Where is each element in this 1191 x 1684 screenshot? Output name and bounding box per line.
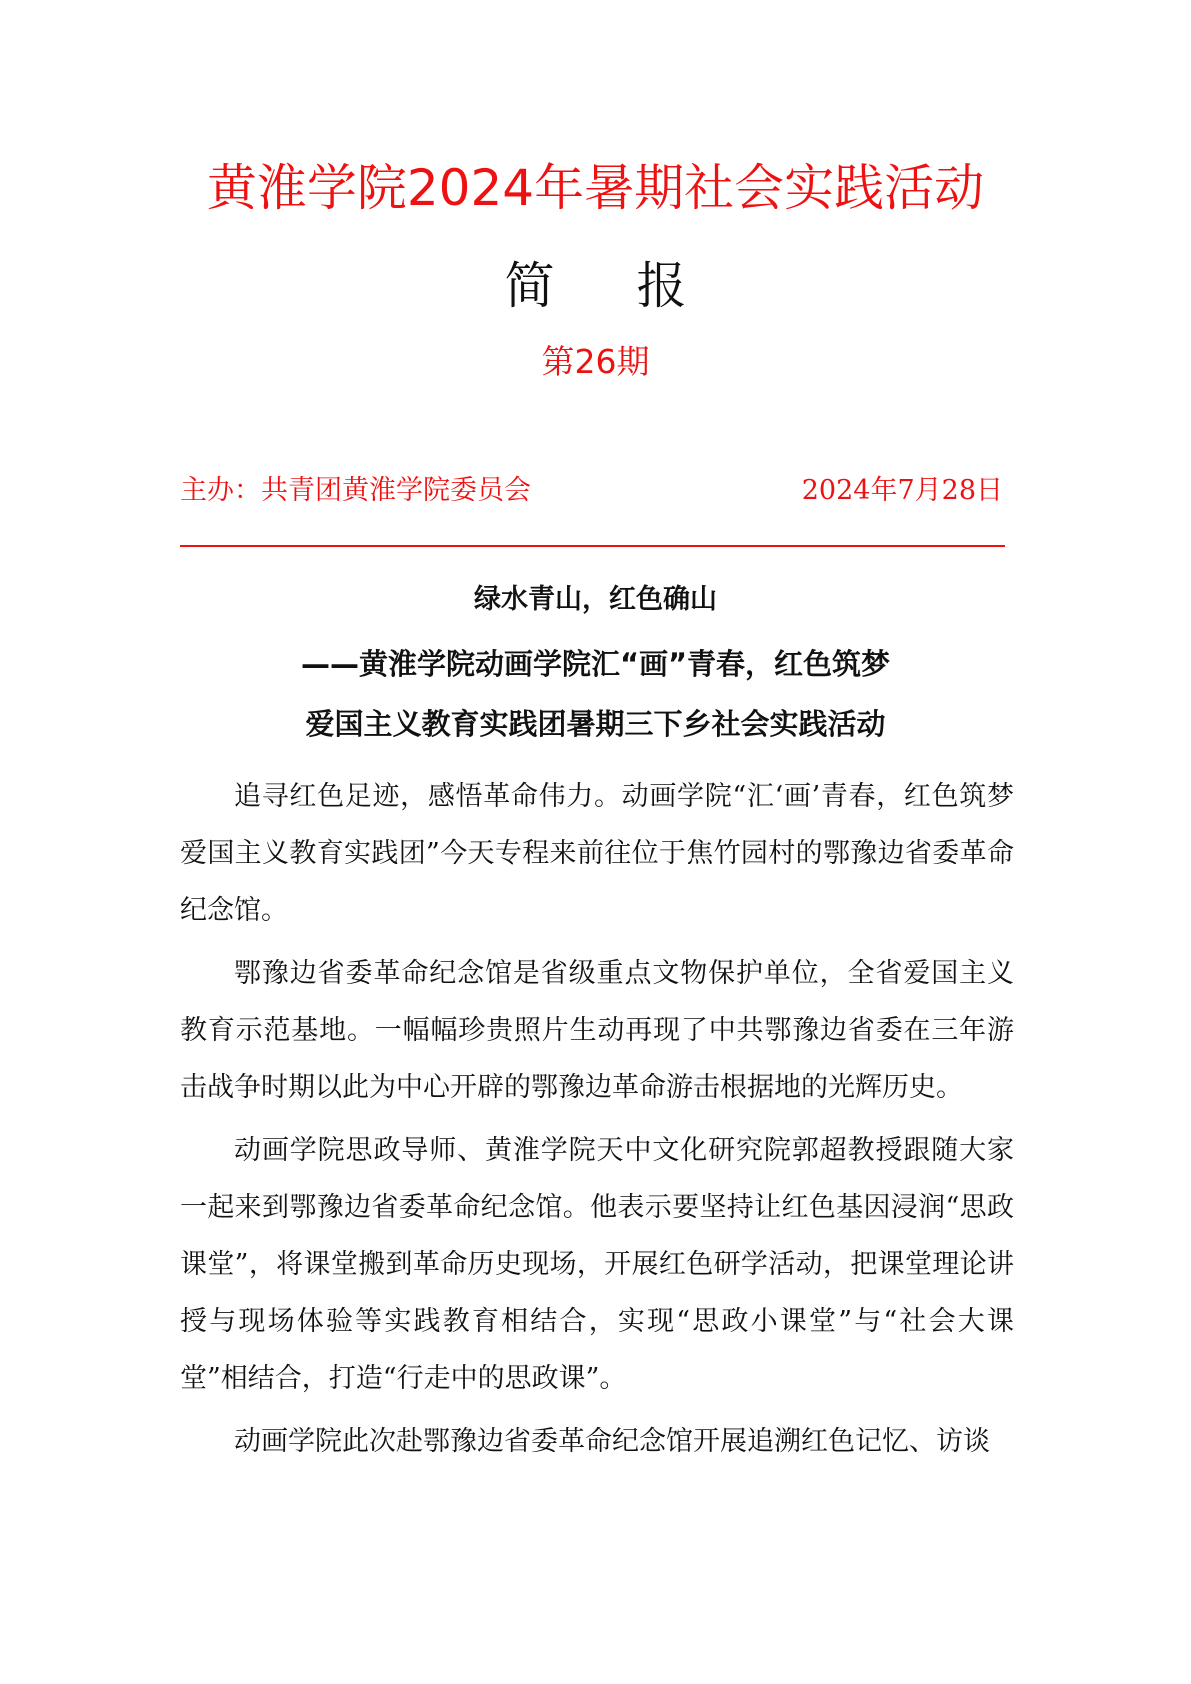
paragraph: 鄂豫边省委革命纪念馆是省级重点文物保护单位，全省爱国主义教育示范基地。一幅幅珍贵照片生动再现了中共鄂豫边省委在三年游击战争时期以此为中心开辟的鄂豫边革命游击根据地的光辉历史。 <box>180 958 1014 1103</box>
article-subtitle-line-2: 爱国主义教育实践团暑期三下乡社会实践活动 <box>305 707 886 741</box>
masthead-subtitle <box>0 256 1191 316</box>
masthead-subtitle-char-1: 简 <box>504 257 555 315</box>
issue-date: 2024年7月28日 <box>801 475 1003 506</box>
masthead-subtitle-char-2: 报 <box>636 257 687 315</box>
red-divider <box>180 545 1005 547</box>
sponsor-line: 主办：共青团黄淮学院委员会 <box>180 475 531 506</box>
paragraph: 动画学院此次赴鄂豫边省委革命纪念馆开展追溯红色记忆、访谈 <box>234 1426 990 1457</box>
article-subtitle-line-1: ——黄淮学院动画学院汇“画”青春，红色筑梦 <box>300 647 891 681</box>
issue-number: 第26期 <box>541 342 650 381</box>
paragraph: 动画学院思政导师、黄淮学院天中文化研究院郭超教授跟随大家一起来到鄂豫边省委革命纪念馆。他表示要坚持让红色基因浸润“思政课堂”，将课堂搬到革命历史现场，开展红色研学活动，把课堂理论讲授与现场体验等实践教育相结合，实现“思政小课堂”与“社会大课堂”相结合，打造“行走中的思政课”。 <box>180 1135 1014 1394</box>
article-title: 绿水青山，红色确山 <box>474 584 717 615</box>
masthead-title: 黄淮学院2024年暑期社会实践活动 <box>206 159 985 217</box>
paragraph: 追寻红色足迹，感悟革命伟力。动画学院“汇‘画’青春，红色筑梦爱国主义教育实践团”今天专程来前往位于焦竹园村的鄂豫边省委革命纪念馆。 <box>180 781 1014 926</box>
article-body <box>180 768 1014 1476</box>
